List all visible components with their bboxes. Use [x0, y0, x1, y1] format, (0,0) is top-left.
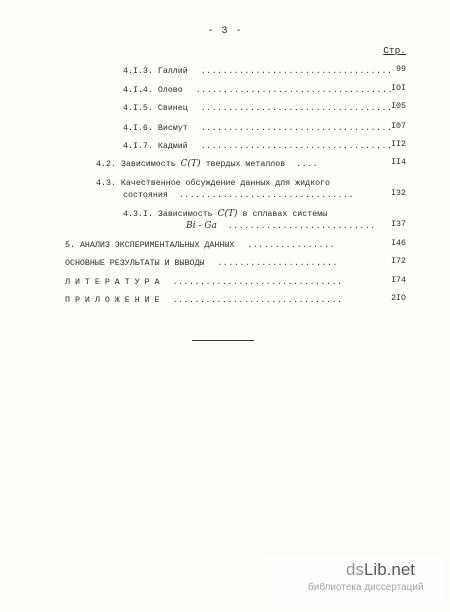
toc-entry-page: I37 [391, 220, 406, 229]
toc-leader-dots: ............................... [172, 278, 343, 287]
toc-entry-title: Висмут [157, 124, 188, 133]
toc-entry-title: Свинец [157, 104, 188, 113]
toc-entry-formula: C(T) [180, 159, 201, 169]
watermark-logo: dsLib.net [346, 560, 416, 579]
toc-entry-title: Зависимость [157, 210, 213, 219]
toc-entry-title: Галлий [157, 67, 188, 76]
toc-entry-title: Кадмий [157, 142, 188, 151]
toc-entry [65, 277, 342, 288]
toc-entry [123, 66, 392, 77]
toc-entry-page: IOI [391, 84, 406, 93]
toc-entry-number: 4.I.4. [123, 86, 153, 95]
toc-entry-formula: Bi - Ga [186, 221, 217, 231]
toc-entry-page: 2IO [391, 294, 406, 303]
toc-leader-dots: ................................... [200, 104, 393, 113]
page-number: - 3 - [207, 26, 243, 37]
toc-entry-title: П Р И Л О Ж Е Н И Е [65, 296, 160, 305]
toc-entry-number: 4.3.I. [123, 210, 153, 219]
toc-leader-dots: ........................... [227, 222, 376, 231]
toc-leader-dots: ...................... [217, 259, 338, 268]
toc-entry [65, 258, 338, 269]
toc-entry-title: АНАЛИЗ ЭКСПЕРИМЕНТАЛЬНЫХ ДАННЫХ [79, 241, 235, 250]
page-column-header: Стр. [383, 45, 406, 56]
toc-entry [123, 123, 392, 134]
toc-entry-number: 4.2. [96, 160, 116, 169]
toc-entry-page: 99 [396, 65, 406, 74]
toc-entry [123, 85, 393, 96]
toc-entry-title: Зависимость [120, 160, 176, 169]
toc-entry-page: I05 [391, 102, 406, 111]
watermark [264, 558, 442, 600]
toc-entry-title-cont: в сплавах системы [242, 210, 328, 219]
toc-entry-title: Л И Т Е Р А Т У Р А [65, 278, 160, 287]
toc-entry-page: I72 [391, 257, 406, 266]
toc-entry [65, 240, 335, 251]
toc-entry-page: II4 [391, 158, 406, 167]
toc-entry-number: 4.I.6. [123, 124, 153, 133]
toc-entry [123, 103, 392, 114]
watermark-subtitle: библиотека диссертаций [308, 582, 424, 593]
toc-entry [65, 295, 342, 306]
toc-leader-dots: .... [296, 160, 319, 169]
toc-entry-page: I32 [391, 189, 406, 198]
toc-entry-title-cont: твердых металлов [205, 160, 286, 169]
toc-entry-number: 5. [65, 241, 75, 250]
toc-entry-title: ОСНОВНЫЕ РЕЗУЛЬТАТЫ И ВЫВОДЫ [65, 259, 205, 268]
toc-entry [96, 178, 330, 189]
section-divider [192, 340, 254, 341]
toc-leader-dots: ................................... [200, 124, 393, 133]
toc-entry-title: Качественное обсуждение данных для жидкого [120, 179, 331, 188]
toc-entry-continuation [123, 190, 354, 201]
toc-entry-number: 4.I.3. [123, 67, 153, 76]
toc-entry-page: I07 [391, 122, 406, 131]
toc-leader-dots: ................ [247, 241, 335, 250]
toc-entry-title: Олово [157, 86, 183, 95]
toc-leader-dots: ............................... [172, 296, 343, 305]
toc-entry [123, 141, 392, 152]
toc-entry-continuation [186, 221, 376, 232]
toc-leader-dots: .................................... [195, 86, 393, 95]
toc-entry-page: II2 [391, 140, 406, 149]
toc-entry-formula: C(T) [217, 209, 238, 219]
toc-leader-dots: ................................... [200, 67, 393, 76]
toc-entry-title-cont: состояния [123, 191, 168, 200]
toc-entry [123, 209, 327, 220]
toc-entry-page: I74 [391, 276, 406, 285]
toc-entry [96, 159, 318, 170]
toc-entry-number: 4.I.7. [123, 142, 153, 151]
toc-entry-number: 4.3. [96, 179, 116, 188]
toc-entry-number: 4.I.5. [123, 104, 153, 113]
toc-leader-dots: ................................ [178, 191, 355, 200]
toc-entry-page: I46 [391, 239, 406, 248]
toc-leader-dots: ................................... [200, 142, 393, 151]
